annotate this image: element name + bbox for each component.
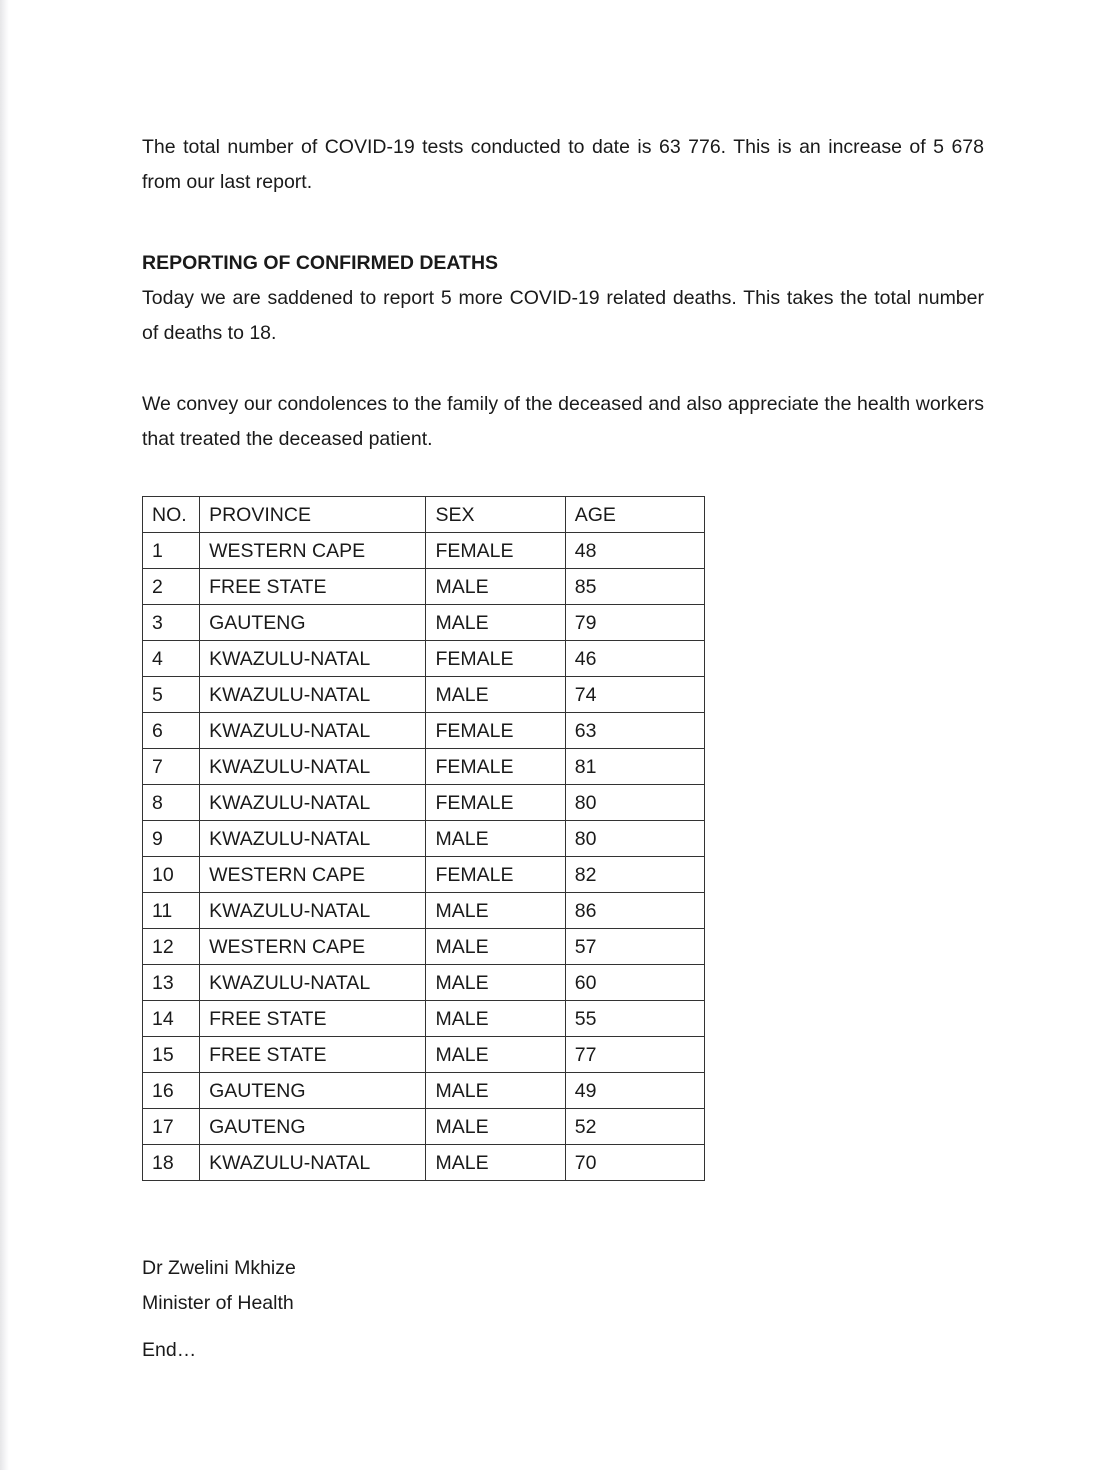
cell-sex: FEMALE	[426, 533, 565, 569]
cell-province: KWAZULU-NATAL	[200, 713, 426, 749]
cell-sex: MALE	[426, 893, 565, 929]
cell-sex: FEMALE	[426, 749, 565, 785]
cell-age: 82	[565, 857, 704, 893]
cell-no: 10	[143, 857, 200, 893]
condolences-paragraph: We convey our condolences to the family of the deceased and also appreciate the health workers that treated the deceased patient.	[142, 393, 984, 450]
cell-sex: MALE	[426, 965, 565, 1001]
cell-age: 70	[565, 1145, 704, 1181]
table-row	[143, 965, 705, 1001]
cell-no: 2	[143, 569, 200, 605]
cell-province: KWAZULU-NATAL	[200, 821, 426, 857]
cell-no: 9	[143, 821, 200, 857]
cell-no: 18	[143, 1145, 200, 1181]
page-edge-shadow	[0, 0, 9, 1470]
cell-province: KWAZULU-NATAL	[200, 785, 426, 821]
cell-sex: MALE	[426, 605, 565, 641]
cell-age: 80	[565, 821, 704, 857]
table-row	[143, 713, 705, 749]
cell-no: 7	[143, 749, 200, 785]
cell-sex: MALE	[426, 1037, 565, 1073]
cell-sex: FEMALE	[426, 785, 565, 821]
table-row	[143, 677, 705, 713]
table-row	[143, 641, 705, 677]
cell-sex: MALE	[426, 929, 565, 965]
cell-age: 60	[565, 965, 704, 1001]
document-body	[142, 130, 984, 1368]
cell-no: 12	[143, 929, 200, 965]
table-row	[143, 1073, 705, 1109]
table-row	[143, 1109, 705, 1145]
cell-no: 13	[143, 965, 200, 1001]
cell-no: 15	[143, 1037, 200, 1073]
cell-province: FREE STATE	[200, 1037, 426, 1073]
cell-no: 4	[143, 641, 200, 677]
cell-sex: MALE	[426, 821, 565, 857]
cell-no: 6	[143, 713, 200, 749]
cell-province: KWAZULU-NATAL	[200, 1145, 426, 1181]
table-body	[143, 533, 705, 1181]
cell-province: GAUTENG	[200, 1109, 426, 1145]
cell-province: KWAZULU-NATAL	[200, 749, 426, 785]
cell-age: 46	[565, 641, 704, 677]
cell-age: 52	[565, 1109, 704, 1145]
cell-sex: FEMALE	[426, 857, 565, 893]
cell-sex: MALE	[426, 1001, 565, 1037]
table-row	[143, 785, 705, 821]
cell-age: 79	[565, 605, 704, 641]
table-row	[143, 605, 705, 641]
cell-no: 5	[143, 677, 200, 713]
cell-no: 3	[143, 605, 200, 641]
header-age: AGE	[565, 497, 704, 533]
deaths-table	[142, 496, 705, 1181]
table-row	[143, 749, 705, 785]
header-sex: SEX	[426, 497, 565, 533]
cell-age: 85	[565, 569, 704, 605]
table-row	[143, 821, 705, 857]
cell-age: 74	[565, 677, 704, 713]
cell-age: 48	[565, 533, 704, 569]
cell-sex: FEMALE	[426, 641, 565, 677]
cell-province: FREE STATE	[200, 1001, 426, 1037]
header-no: NO.	[143, 497, 200, 533]
cell-province: GAUTENG	[200, 1073, 426, 1109]
deaths-paragraph: Today we are saddened to report 5 more COVID-19 related deaths. This takes the total number of deaths to 18.	[142, 287, 984, 344]
end-marker: End…	[142, 1339, 197, 1361]
header-province: PROVINCE	[200, 497, 426, 533]
cell-age: 55	[565, 1001, 704, 1037]
table-row	[143, 533, 705, 569]
table-row	[143, 1001, 705, 1037]
cell-sex: MALE	[426, 569, 565, 605]
cell-province: KWAZULU-NATAL	[200, 677, 426, 713]
signatory-title: Minister of Health	[142, 1292, 294, 1314]
cell-age: 49	[565, 1073, 704, 1109]
signature-block	[142, 1251, 984, 1368]
cell-no: 14	[143, 1001, 200, 1037]
cell-province: FREE STATE	[200, 569, 426, 605]
cell-age: 81	[565, 749, 704, 785]
cell-sex: MALE	[426, 677, 565, 713]
table-row	[143, 1145, 705, 1181]
table-row	[143, 893, 705, 929]
cell-province: WESTERN CAPE	[200, 929, 426, 965]
cell-age: 77	[565, 1037, 704, 1073]
cell-sex: MALE	[426, 1109, 565, 1145]
cell-sex: MALE	[426, 1145, 565, 1181]
signatory-name: Dr Zwelini Mkhize	[142, 1257, 296, 1279]
cell-no: 11	[143, 893, 200, 929]
table-row	[143, 569, 705, 605]
cell-province: WESTERN CAPE	[200, 533, 426, 569]
cell-age: 63	[565, 713, 704, 749]
cell-province: GAUTENG	[200, 605, 426, 641]
cell-sex: MALE	[426, 1073, 565, 1109]
tests-paragraph: The total number of COVID-19 tests conducted to date is 63 776. This is an increase of 5 678 from our last report.	[142, 136, 984, 193]
cell-no: 1	[143, 533, 200, 569]
table-row	[143, 1037, 705, 1073]
cell-province: KWAZULU-NATAL	[200, 641, 426, 677]
cell-no: 17	[143, 1109, 200, 1145]
table-header-row	[143, 497, 705, 533]
table-row	[143, 857, 705, 893]
cell-age: 57	[565, 929, 704, 965]
cell-province: WESTERN CAPE	[200, 857, 426, 893]
cell-no: 8	[143, 785, 200, 821]
cell-age: 86	[565, 893, 704, 929]
cell-no: 16	[143, 1073, 200, 1109]
cell-province: KWAZULU-NATAL	[200, 893, 426, 929]
cell-province: KWAZULU-NATAL	[200, 965, 426, 1001]
table-row	[143, 929, 705, 965]
section-heading: REPORTING OF CONFIRMED DEATHS	[142, 252, 499, 274]
cell-sex: FEMALE	[426, 713, 565, 749]
cell-age: 80	[565, 785, 704, 821]
